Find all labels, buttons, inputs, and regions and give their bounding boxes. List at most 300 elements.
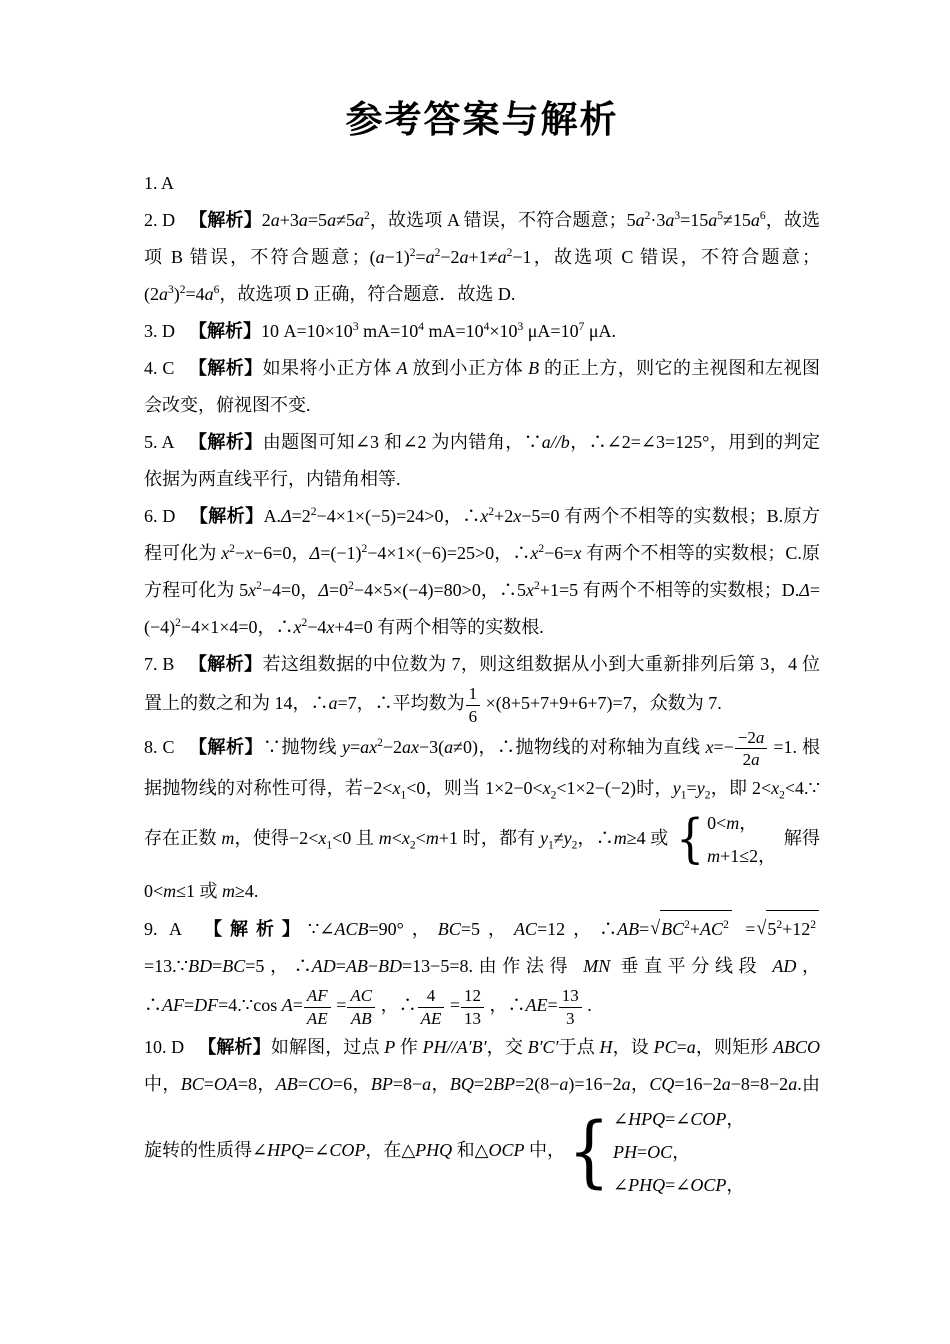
text-run: 10 A=10×10 [261,321,353,342]
math-variable: BC [222,956,246,977]
text-run: +4=0 有两个相等的实数根. [334,617,544,638]
text-run: <0 且 [332,828,379,849]
text-run: 于点 [558,1036,600,1057]
math-variable: a [708,210,718,231]
math-variable: AD [772,956,797,977]
text-run: A. [263,506,282,527]
math-variable: x [480,506,489,527]
text-run: −5=0 有两个不相等的实数根；B.原方程可化为 [144,506,821,564]
superscript: 2 [348,580,354,593]
math-variable: ABCO [773,1036,821,1057]
math-variable: HPQ [267,1140,305,1161]
text-run: −4×1×(−6)=25>0，∴ [367,543,531,564]
superscript: 3 [168,284,174,297]
answer-item-6 [144,498,820,646]
math-variable: Δ [318,580,330,601]
math-variable: a [444,736,454,757]
fraction-numerator [735,727,768,749]
equation-line [707,840,776,873]
fraction-denominator [461,1008,484,1029]
item-number-and-answer: 5. A [144,432,175,453]
fraction [461,985,484,1029]
math-variable: a [328,693,338,714]
equation-system [676,807,776,873]
math-variable: a [497,247,507,268]
math-variable: b [560,432,570,453]
superscript: 2 [644,210,651,223]
fraction-numerator [304,985,331,1007]
text-run: < [415,828,426,849]
math-variable: m [707,846,721,867]
text-run: )=16−2 [568,1073,622,1094]
text-run: =90°， [368,919,438,940]
item-number-and-answer: 8. C [144,736,175,757]
math-variable: // [446,1036,457,1057]
fraction-numerator [347,985,375,1007]
text-run: μA=10 [523,321,579,342]
text-run: ·3 [650,210,666,231]
superscript: 2 [256,580,262,593]
math-variable: AF [162,995,184,1016]
fraction-numerator [418,985,445,1007]
text-run: = [203,1073,214,1094]
text-run: 5 [767,919,777,940]
text-run: ×(8+5+7+9+6+7)=7，众数为 7. [481,693,722,714]
math-variable: AE [306,1008,328,1028]
text-run: =5 [307,210,328,231]
text-run: ∵抛物线 [262,736,342,757]
answer-item-3 [144,313,820,350]
equation-line [613,1136,744,1169]
text-run: −3( [419,736,445,757]
fraction [559,985,582,1029]
text-run: 若这组数据的中位数为 7，则这组数据从小到大重新排列后第 3，4 位置上的数之和为 14，∴ [144,654,821,714]
text-run: ≥4. [235,881,259,902]
text-run: ，故选项 D 正确，符合题意．故选 D. [219,284,516,305]
text-run: =0 [329,580,349,601]
text-run: ≠0)，∴抛物线的对称轴为直线 [453,736,706,757]
math-variable: AE [525,995,548,1016]
text-run: =(−1) [320,543,362,564]
text-run: +12 [782,919,811,940]
superscript: 2 [175,617,181,630]
math-variable: B′C′ [527,1036,559,1057]
equation-line [707,807,776,840]
subscript: 1 [326,839,333,852]
analysis-label: 【解析】 [188,432,263,453]
superscript: 2 [229,543,235,556]
text-run: < [391,828,402,849]
superscript: 2 [301,617,308,630]
math-variable: Δ [309,543,321,564]
text-run: +1≠ [468,247,498,268]
answer-item-1 [144,165,820,202]
math-variable: a [204,284,214,305]
superscript: 2 [377,736,383,749]
text-run: ，使得−2< [234,828,319,849]
superscript: 2 [434,247,441,260]
math-variable: PC [653,1036,677,1057]
math-variable: A′B′ [456,1036,487,1057]
text-run: 作 [395,1036,423,1057]
text-run: 6 [468,706,478,726]
text-run: 13 [561,986,579,1006]
subscript: 2 [550,789,557,802]
math-variable: x [513,506,522,527]
math-variable: y [696,778,705,799]
item-number-and-answer: 3. D [144,321,175,342]
math-variable: OCP [690,1174,727,1195]
text-run: 1 [468,684,478,704]
fraction-denominator [418,1008,445,1029]
math-variable: m [378,828,392,849]
fraction [304,985,331,1029]
text-run: 0< [707,813,727,834]
text-run: = [349,736,361,757]
analysis-label: 【解析】 [189,321,261,342]
math-variable: ax [402,736,419,757]
text-run: =2 [473,1073,494,1094]
math-variable: a [270,210,280,231]
text-run: ，即 2< [710,778,772,799]
math-variable: BP [370,1073,393,1094]
math-variable: a [721,1073,731,1094]
subscript: 2 [571,839,578,852]
text-run: 12 [464,986,482,1006]
superscript: 2 [534,580,540,593]
math-variable: x [526,580,535,601]
answers-list [144,165,820,1202]
text-run: =13−5=8.由作法得 [402,956,584,977]
equation-system-lines [613,1103,744,1202]
text-run: 13 [464,1008,482,1028]
math-variable: a [788,1073,798,1094]
math-variable: HPQ [628,1108,666,1129]
text-run: 3 [565,1008,575,1028]
equation-line [613,1103,744,1136]
text-run: −6=0， [253,543,310,564]
item-number-and-answer: 1. A [144,173,175,194]
fraction [347,985,375,1029]
text-run: ≠ [553,828,564,849]
answer-item-9 [144,910,820,1029]
answer-item-10 [144,1029,820,1202]
text-run: = [686,778,697,799]
superscript: 2 [361,543,368,556]
superscript: 2 [506,247,513,260]
math-variable: a [354,210,364,231]
math-variable: OC [647,1141,673,1162]
text-run: ×10 [489,321,518,342]
analysis-label: 【解析】 [188,736,263,757]
text-run: . [582,995,592,1016]
superscript: 2 [310,506,317,519]
text-run: 有两个不相等的实数根；C.原方程可化为 5 [144,543,820,601]
math-variable: y [672,778,681,799]
superscript: 6 [213,284,220,297]
text-run: − [234,543,246,564]
math-variable: a [686,1036,696,1057]
math-variable: CO [307,1073,333,1094]
superscript: 4 [418,321,424,334]
text-run: ，交 [486,1036,528,1057]
text-run: −4×1×4=0，∴ [180,617,294,638]
fraction [418,985,445,1029]
text-run: ，∴ [144,956,820,1016]
math-variable: x [705,736,714,757]
superscript: 5 [717,210,723,223]
text-run: − [367,956,379,977]
text-run: ≤1 或 [176,881,223,902]
math-variable: OCP [488,1140,525,1161]
superscript: 3 [674,210,681,223]
equation-system-lines [707,807,776,873]
text-run: 如解图，过点 [270,1036,385,1057]
text-run: =13.∵ [144,956,189,977]
text-run: = [415,247,426,268]
math-variable: y [563,828,572,849]
math-variable: x [221,543,230,564]
text-run: .由旋转的性质得∠ [144,1073,821,1161]
math-variable: AC [350,986,373,1006]
text-run: ，∴ [577,828,614,849]
item-analysis-text [261,321,616,341]
text-run: = [676,1036,687,1057]
text-run: −4×5×(−4)=80>0，∴5 [353,580,527,601]
math-variable: a [425,247,435,268]
math-variable: AC [513,919,537,940]
text-run: ≠5 [336,210,355,231]
text-run: ，在△ [365,1140,416,1161]
math-variable: P [384,1036,396,1057]
superscript: 3 [517,321,524,334]
math-variable: AE [420,1008,442,1028]
superscript: 2 [179,284,186,297]
subscript: 2 [779,789,785,802]
item-number-and-answer: 6. D [144,506,176,527]
text-run: μA. [584,321,616,342]
text-run: −2 [382,736,402,757]
answer-item-5 [144,424,820,498]
text-run: −2 [440,247,460,268]
text-run: =5，∴ [245,956,312,977]
analysis-label: 【解析】 [198,1036,271,1057]
square-root [756,910,819,948]
text-run: = [297,1073,308,1094]
item-number-and-answer: 7. B [144,654,175,675]
text-run: −4 [307,617,327,638]
math-variable: COP [329,1140,366,1161]
math-variable: x [326,617,335,638]
text-run: =∠ [665,1174,691,1195]
math-variable: x [245,543,254,564]
math-variable: BQ [449,1073,474,1094]
text-run: ，∴ [376,995,417,1016]
text-run: = [212,956,223,977]
text-run: =8− [392,1073,423,1094]
text-run: ，则矩形 [695,1036,774,1057]
math-variable: ACB [334,919,369,940]
math-variable: a [751,750,760,769]
math-variable: A [396,358,408,379]
math-variable: m [221,828,235,849]
text-run: +1=5 有两个不相等的实数根；D. [539,580,800,601]
text-run: ， [739,813,758,834]
answer-item-8 [144,727,820,911]
math-variable: OA [213,1073,238,1094]
math-variable: a [559,1073,569,1094]
math-variable: BC [180,1073,204,1094]
text-run: =∠ [665,1108,691,1129]
text-run: =7，∴平均数为 [337,693,465,714]
subscript: 2 [704,789,711,802]
superscript: 2 [684,919,690,932]
analysis-label: 【解析】 [188,654,263,675]
item-number-and-answer: 4. C [144,358,175,379]
answer-item-2 [144,202,820,313]
superscript: 4 [483,321,490,334]
answer-item-4 [144,350,820,424]
fraction-denominator [735,749,768,770]
math-variable: x [542,778,551,799]
text-run: −4×1×(−5)=24>0，∴ [316,506,481,527]
text-run: ， [726,1108,745,1129]
math-variable: x [771,778,780,799]
item-number-and-answer: 10. D [144,1036,185,1057]
math-variable: COP [690,1108,727,1129]
text-run: = [292,995,303,1016]
math-variable: MN [583,956,611,977]
text-run: ，故选项 A 错误，不符合题意；5 [369,210,636,231]
analysis-label: 【解析】 [189,210,262,231]
superscript: 2 [363,210,370,223]
text-run: 放到小正方体 [407,358,529,379]
radicand [660,910,732,948]
math-variable: AC [700,919,724,940]
fraction [735,727,768,771]
text-run: =6， [332,1073,371,1094]
math-variable: PH [422,1036,447,1057]
math-variable: a [750,210,760,231]
superscript: 2 [810,919,816,932]
math-variable: y [341,736,350,757]
superscript: 2 [538,543,545,556]
superscript: 2 [488,506,495,519]
superscript: 2 [409,247,416,260]
math-variable: AB [350,1008,372,1028]
math-variable: A [281,995,293,1016]
text-run: ∠ [613,1108,629,1129]
text-run: 和△ [452,1140,489,1161]
equation-system [568,1103,744,1202]
item-number-and-answer: 2. D [144,210,176,231]
fraction-denominator [347,1008,375,1029]
text-run: 解得 0< [144,828,820,902]
left-brace: { [676,809,705,870]
text-run: 4 [426,986,436,1006]
text-run: =(−4) [144,580,821,638]
math-variable: m [726,813,740,834]
math-variable: m [613,828,627,849]
fraction-numerator [461,985,484,1007]
math-variable: a [375,247,385,268]
math-variable: x [392,778,401,799]
text-run: +2 [494,506,514,527]
text-run: ， [431,1073,450,1094]
text-run: =5， [460,919,514,940]
superscript: 6 [759,210,766,223]
subscript: 2 [409,839,416,852]
fraction-denominator [559,1008,582,1029]
text-run: =1. 根据抛物线的对称性可得，若−2< [144,736,820,799]
text-run: = [445,995,461,1016]
radical-sign: √ [756,916,767,939]
math-variable: a [635,210,645,231]
math-variable: a [422,1073,432,1094]
math-variable: BD [378,956,403,977]
fraction-numerator [466,683,481,705]
text-run: 2 [261,210,271,231]
math-variable: y [540,828,548,849]
math-variable: a [665,210,675,231]
math-variable: AD [311,956,336,977]
text-run: = [184,995,195,1016]
math-variable: DF [194,995,219,1016]
math-variable: H [599,1036,613,1057]
text-run: =2(8− [515,1073,560,1094]
math-variable: x [318,828,327,849]
fraction-denominator [466,706,481,727]
math-variable: PH [613,1141,638,1162]
text-run: =15 [680,210,709,231]
radical-sign: √ [650,916,661,939]
text-run: ， [630,1073,650,1094]
text-run: mA=10 [358,321,419,342]
text-run: =4 [185,284,205,305]
analysis-label: 【解析】 [196,919,308,940]
text-run: +1≤2， [720,846,777,867]
analysis-label: 【解析】 [188,358,263,379]
text-run: ∠ [613,1174,629,1195]
math-variable: ax [360,736,378,757]
text-run: −8=8−2 [730,1073,789,1094]
math-variable: m [425,828,439,849]
math-variable: a [298,210,308,231]
text-run: =2 [291,506,311,527]
math-variable: a [327,210,337,231]
math-variable: // [550,432,561,453]
item-analysis-text [144,727,821,902]
text-run: −6= [544,543,574,564]
fraction-denominator [304,1008,331,1029]
text-run: <4.∵存在正数 [144,778,821,849]
text-run: −2 [737,727,756,747]
math-variable: AF [306,986,328,1006]
math-variable: a [755,727,765,747]
text-run: = [335,956,346,977]
math-variable: x [530,543,539,564]
answer-item-7 [144,646,820,727]
math-variable: x [573,543,582,564]
math-variable: x [293,617,302,638]
text-run: −4=0， [261,580,319,601]
text-run: ，故选项 B 错误，不符合题意；( [144,210,820,268]
text-run: ≠15 [722,210,751,231]
math-variable: Δ [799,580,810,601]
text-run: + [689,919,701,940]
text-run: 中， [144,1073,181,1094]
square-root [650,910,732,948]
